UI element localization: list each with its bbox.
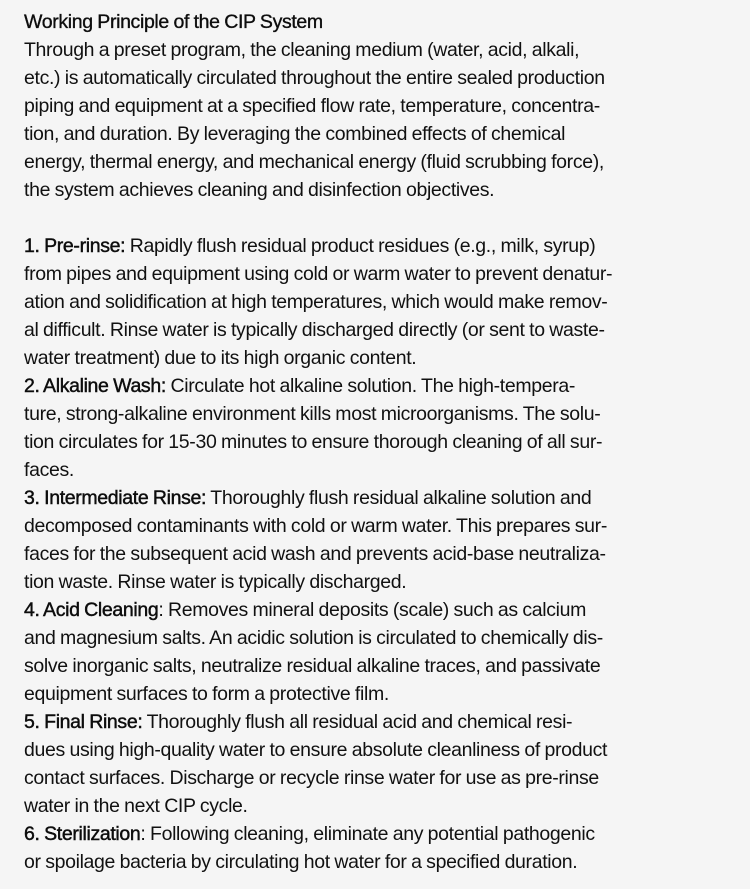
step-acid-cleaning <box>24 596 750 708</box>
step-line: al difficult. Rinse water is typically discharged directly (or sent to waste- <box>24 319 605 341</box>
step-line: water treatment) due to its high organic content. <box>24 347 417 369</box>
step-line: solve inorganic salts, neutralize residual alkaline traces, and passivate <box>24 655 601 677</box>
step-label: 3. Intermediate Rinse: <box>24 487 207 509</box>
step-pre-rinse <box>24 232 750 372</box>
step-text: Circulate hot alkaline solution. The high-tempera- <box>165 375 576 397</box>
step-text: Thoroughly flush all residual acid and chemical resi- <box>142 711 573 733</box>
step-line: and magnesium salts. An acidic solution is circulated to chemically dis- <box>24 627 603 649</box>
step-first-line <box>24 232 750 260</box>
step-line: or spoilage bacteria by circulating hot water for a specified duration. <box>24 851 578 873</box>
step-label: 1. Pre-rinse: <box>24 235 126 257</box>
step-first-line <box>24 484 750 512</box>
document-title: Working Principle of the CIP System <box>24 11 323 33</box>
step-sterilization <box>24 820 750 876</box>
step-line: decomposed contaminants with cold or warm water. This prepares sur- <box>24 515 607 537</box>
step-text: : Removes mineral deposits (scale) such as calcium <box>158 599 586 621</box>
step-line: from pipes and equipment using cold or warm water to prevent denatur- <box>24 263 613 285</box>
step-label: 2. Alkaline Wash: <box>24 375 166 397</box>
step-alkaline-wash <box>24 372 750 484</box>
step-line: ation and solidification at high temperatures, which would make remov- <box>24 291 608 313</box>
intro-paragraph <box>24 36 750 204</box>
step-text: : Following cleaning, eliminate any potential pathogenic <box>140 823 595 845</box>
step-line: faces for the subsequent acid wash and prevents acid-base neutraliza- <box>24 543 606 565</box>
step-label: 4. Acid Cleaning <box>24 599 159 621</box>
steps-list <box>24 232 750 876</box>
step-line: contact surfaces. Discharge or recycle rinse water for use as pre-rinse <box>24 767 599 789</box>
step-line: equipment surfaces to form a protective film. <box>24 683 389 705</box>
step-first-line <box>24 596 750 624</box>
step-label: 6. Sterilization <box>24 823 141 845</box>
step-final-rinse <box>24 708 750 820</box>
step-first-line <box>24 372 750 400</box>
step-line: tion circulates for 15-30 minutes to ensure thorough cleaning of all sur- <box>24 431 603 453</box>
intro-line: etc.) is automatically circulated throughout the entire sealed production <box>24 67 605 89</box>
step-text: Rapidly flush residual product residues (e.g., milk, syrup) <box>125 235 596 257</box>
step-first-line <box>24 708 750 736</box>
paragraph-spacer <box>24 204 750 232</box>
intro-line: Through a preset program, the cleaning medium (water, acid, alkali, <box>24 39 580 61</box>
step-line: water in the next CIP cycle. <box>24 795 248 817</box>
step-intermediate-rinse <box>24 484 750 596</box>
intro-line: piping and equipment at a specified flow rate, temperature, concentra- <box>24 95 600 117</box>
step-text: Thoroughly flush residual alkaline solution and <box>206 487 592 509</box>
intro-line: energy, thermal energy, and mechanical energy (fluid scrubbing force), <box>24 151 604 173</box>
intro-line: the system achieves cleaning and disinfection objectives. <box>24 179 495 201</box>
step-line: ture, strong-alkaline environment kills most microorganisms. The solu- <box>24 403 601 425</box>
step-label: 5. Final Rinse: <box>24 711 143 733</box>
step-line: dues using high-quality water to ensure absolute cleanliness of product <box>24 739 608 761</box>
step-first-line <box>24 820 750 848</box>
intro-line: tion, and duration. By leveraging the combined effects of chemical <box>24 123 566 145</box>
step-line: faces. <box>24 459 74 481</box>
step-line: tion waste. Rinse water is typically discharged. <box>24 571 407 593</box>
